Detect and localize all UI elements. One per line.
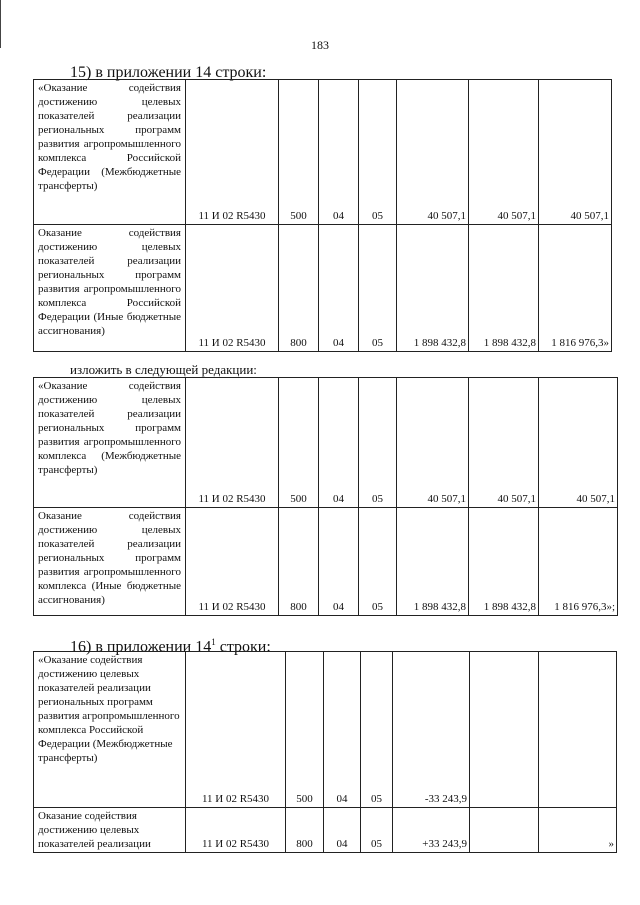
row-amount-2 (470, 652, 539, 808)
row-target-code: 11 И 02 R5430 (186, 80, 279, 225)
row-subsection: 05 (359, 378, 397, 508)
row-section: 04 (324, 652, 361, 808)
row-amount-3 (539, 652, 617, 808)
row-expense-type: 500 (279, 378, 319, 508)
row-section: 04 (324, 808, 361, 853)
row-expense-type: 800 (279, 225, 319, 352)
table-row (34, 225, 612, 352)
row-subsection: 05 (359, 225, 397, 352)
row-subsection: 05 (359, 80, 397, 225)
row-section: 04 (319, 378, 359, 508)
section-15-subheading: изложить в следующей редакции: (70, 362, 257, 377)
section-16-heading-text: 16) в приложении 14 (70, 638, 212, 656)
row-amount-2: 1 898 432,8 (469, 225, 539, 352)
table-15-before (33, 79, 612, 352)
row-amount-1: 1 898 432,8 (397, 225, 469, 352)
row-subsection: 05 (359, 508, 397, 616)
row-section: 04 (319, 80, 359, 225)
row-description: Оказание содействия достижению целевых показателей реализации региональных программ развития агропромышленного комплекса (Иные бюджетные ассигнования) (34, 508, 186, 616)
row-description: «Оказание содействия достижению целевых показателей реализации региональных программ развития агропромышленного комплекса Российской Федерации (Межбюджетные трансферты) (34, 80, 186, 225)
row-target-code: 11 И 02 R5430 (186, 508, 279, 616)
row-amount-2: 40 507,1 (469, 80, 539, 225)
section-16-heading-tail: строки: (215, 638, 271, 656)
row-amount-3: 1 816 976,3»; (539, 508, 618, 616)
row-section: 04 (319, 508, 359, 616)
row-target-code: 11 И 02 R5430 (186, 808, 286, 853)
row-section: 04 (319, 225, 359, 352)
row-expense-type: 800 (286, 808, 324, 853)
row-expense-type: 500 (286, 652, 324, 808)
row-expense-type: 800 (279, 508, 319, 616)
table-16 (33, 651, 617, 853)
row-amount-2: 1 898 432,8 (469, 508, 539, 616)
row-amount-3: 40 507,1 (539, 80, 612, 225)
row-target-code: 11 И 02 R5430 (186, 652, 286, 808)
row-amount-1: 1 898 432,8 (397, 508, 469, 616)
table-row (34, 652, 617, 808)
row-amount-3: 1 816 976,3» (539, 225, 612, 352)
row-description: «Оказание содействия достижению целевых показателей реализации региональных программ развития агропромышленного комплекса (Межбюджетные трансферты) (34, 378, 186, 508)
row-amount-1: 40 507,1 (397, 378, 469, 508)
row-amount-1: -33 243,9 (393, 652, 470, 808)
row-expense-type: 500 (279, 80, 319, 225)
row-description: Оказание содействия достижению целевых показателей реализации региональных программ развития агропромышленного комплекса Российской Федерации (Иные бюджетные ассигнования) (34, 225, 186, 352)
row-amount-3: » (539, 808, 617, 853)
table-row (34, 808, 617, 853)
table-row (34, 80, 612, 225)
table-row (34, 508, 618, 616)
row-subsection: 05 (361, 652, 393, 808)
row-amount-3: 40 507,1 (539, 378, 618, 508)
row-target-code: 11 И 02 R5430 (186, 225, 279, 352)
row-target-code: 11 И 02 R5430 (186, 378, 279, 508)
page-number: 183 (311, 38, 329, 52)
section-16-heading-superscript: 1 (211, 637, 216, 647)
row-amount-2 (470, 808, 539, 853)
table-row (34, 378, 618, 508)
row-description: «Оказание содействия достижению целевых показателей реализации региональных программ развития агропромышленного комплекса Российской Федерации (Межбюджетные трансферты) (34, 652, 186, 808)
section-15-heading: 15) в приложении 14 строки: (70, 64, 267, 81)
table-15-after (33, 377, 618, 616)
row-amount-2: 40 507,1 (469, 378, 539, 508)
row-amount-1: 40 507,1 (397, 80, 469, 225)
row-subsection: 05 (361, 808, 393, 853)
row-description: Оказание содействия достижению целевых показателей реализации (34, 808, 186, 853)
row-amount-1: +33 243,9 (393, 808, 470, 853)
